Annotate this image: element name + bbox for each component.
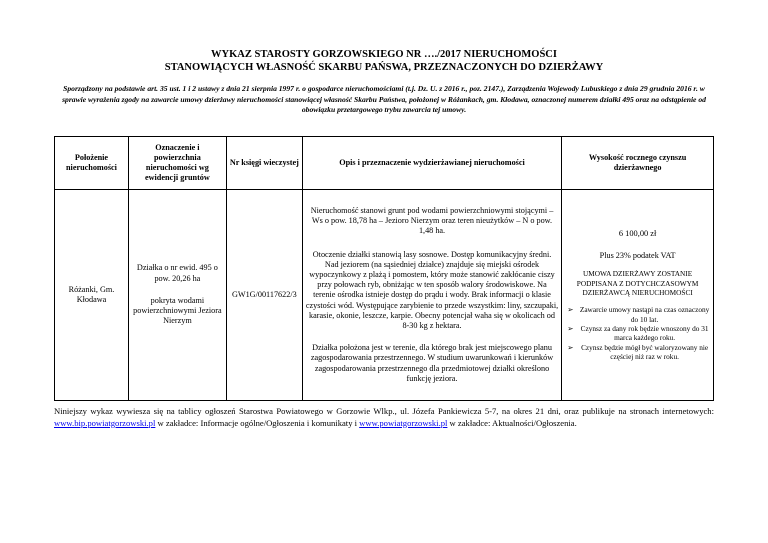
header-rent: Wysokość rocznego czynszu dzierżawnego (562, 137, 714, 190)
cell-rent (562, 190, 714, 401)
bip-link[interactable]: www.bip.powiatgorzowski.pl (54, 417, 156, 428)
header-location: Położenie nieruchomości (55, 137, 129, 190)
website-link[interactable]: www.powiatgorzowski.pl (359, 417, 448, 428)
header-parcel: Oznaczenie i powierzchnia nieruchomości wg ewidencji gruntów (128, 137, 226, 190)
arrow-bullet-icon: ➢ (567, 342, 574, 352)
cell-parcel (128, 190, 226, 401)
arrow-bullet-icon: ➢ (567, 305, 574, 315)
cell-description (302, 190, 561, 401)
rent-notice: UMOWA DZIERŻAWY ZOSTANIE PODPISANA Z DOTYCHCZASOWYM DZIERŻAWCĄ NIERUCHOMOŚCI (576, 269, 699, 298)
table-header-row (55, 137, 714, 190)
list-item: ➢ Czynsz za dany rok będzie wnoszony do 31 marca każdego roku. (567, 324, 709, 343)
header-description: Opis i przeznaczenie wydzierżawianej nieruchomości (302, 137, 561, 190)
description-paragraph-1: Nieruchomość stanowi grunt pod wodami powierzchniowymi stojącymi – Ws o pow. 18,78 ha – Jezioro Nierzym oraz teren nieużytków – N o pow. 1,48 ha. (310, 205, 554, 236)
table-row (55, 190, 714, 401)
footer-note: Niniejszy wykaz wywiesza się na tablicy ogłoszeń Starostwa Powiatowego w Gorzowie Wlkp., ul. Józefa Pankiewicza 5-7, na okres 21 dni, oraz publikuje na stronach internetowych: www.bip.powiatgorzowski.pl w zakładce: Informacje ogólne/Ogłoszenia i komunikaty i www.powiatgorzowski.pl w zakładce: Aktualności/Ogłoszenia. (54, 406, 714, 428)
list-item: ➢ Czynsz będzie mógł być waloryzowany nie częściej niż raz w roku. (567, 342, 709, 361)
document-title (0, 48, 768, 74)
rent-vat: Plus 23% podatek VAT (599, 251, 676, 260)
title-line-2: STANOWIĄCYCH WŁASNOŚĆ SKARBU PAŃSWA, PRZEZNACZONYCH DO DZIERŻAWY (164, 62, 604, 73)
title-line-1: WYKAZ STAROSTY GORZOWSKIEGO NR …./2017 NIERUCHOMOŚCI (211, 49, 557, 60)
cell-location: Różanki, Gm. Kłodawa (55, 190, 129, 401)
description-paragraph-3: Działka położona jest w terenie, dla którego brak jest miejscowego planu zagospodarowania przestrzennego. W studium uwarunkowań i kierunków zagospodarowania przestrzennego dla przedmiotowej działki określono funkcję jeziora. (310, 343, 554, 383)
parcel-number: Działka o nr ewid. 495 o pow. 20,26 ha (136, 263, 218, 283)
rent-amount: 6 100,00 zł (618, 228, 657, 238)
description-paragraph-2: Otoczenie działki stanowią lasy sosnowe. Dostęp komunikacyjny średni. Nad jeziorem (na sąsiedniej działce) znajduje się miejski ośrodek wypoczynkowy z plażą i pomostem, który może stanowić zakłócanie ciszy przy połowach ryb, obniżając w ten sposób walory środowiskowe. Na terenie ośrodka istnieje dostęp do prądu i wody. Brak informacji o klasie czystości wód. Występujące zarybienie to przede wszystkim: liny, szczupaki, karasie, okonie, leszcze, karpie. Obecny potencjał waha się w okolicach od 8-30 kg z hektara. (305, 249, 559, 330)
cell-land-register: GW1G/00117622/3 (226, 190, 302, 401)
property-table (54, 136, 714, 401)
list-item: ➢ Zawarcie umowy nastąpi na czas oznaczony do 10 lat. (567, 305, 710, 324)
rent-conditions-list (565, 305, 710, 361)
arrow-bullet-icon: ➢ (567, 324, 574, 334)
document-subtitle: Sporządzony na podstawie art. 35 ust. 1 i 2 ustawy z dnia 21 sierpnia 1997 r. o gospodarce nieruchomościami (t.j. Dz. U. z 2016 r., poz. 2147.), Zarządzenia Wojewody Lubuskiego z dnia 29 grudnia 2016 r. w sprawie wyrażenia zgody na zawarcie umowy dzierżawy nieruchomości stanowiącej własność Skarbu Państwa, położonej w Różankach, gm. Kłodawa, oznaczonej numerem działki 495 oraz na odstąpienie od obowiązku przetargowego trybu zawarcia tej umowy. (62, 84, 706, 114)
parcel-covered: pokryta wodami powierzchniowymi Jeziora Nierzym (133, 295, 222, 326)
header-land-register: Nr księgi wieczystej (226, 137, 302, 190)
